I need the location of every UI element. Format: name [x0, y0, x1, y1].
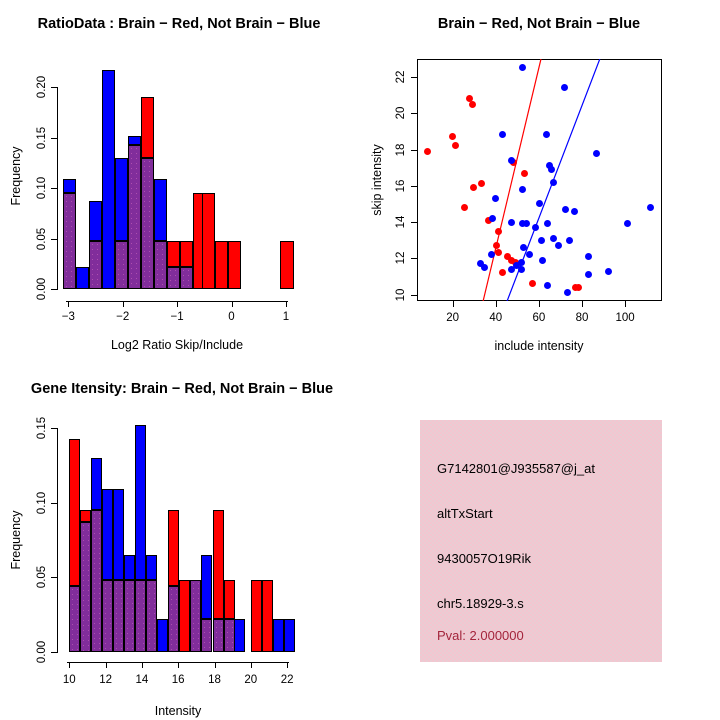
y-tick-label: 0.00 — [36, 277, 48, 301]
scatter-xlabel: include intensity — [494, 339, 584, 353]
hist-bar-segment-red — [167, 241, 180, 267]
hist-bar-segment-overlap — [224, 619, 235, 652]
y-axis-line — [57, 87, 58, 290]
hist-bar-segment-overlap — [113, 580, 124, 652]
scatter-point-not_brain — [562, 206, 569, 213]
hist-bar-segment-red — [69, 439, 80, 587]
x-tick-label: 100 — [615, 312, 635, 324]
hist-bar-segment-red — [141, 97, 154, 157]
hist-bar-segment-blue — [76, 267, 89, 289]
ratio-hist-title: RatioData : Brain − Red, Not Brain − Blue — [37, 16, 321, 32]
y-tick-mark — [51, 239, 57, 240]
x-tick-mark — [177, 301, 178, 307]
hist-bar-segment-red — [228, 241, 241, 289]
hist-bar-segment-blue — [124, 555, 135, 580]
y-tick-label: 0.10 — [36, 491, 48, 514]
hist-bar-segment-blue — [102, 489, 113, 580]
x-tick-mark — [453, 301, 454, 307]
x-tick-mark — [69, 662, 70, 668]
x-tick-mark — [68, 301, 69, 307]
scatter-point-not_brain — [526, 251, 533, 258]
y-tick-mark — [51, 503, 57, 504]
intensity-hist-ylabel: Frequency — [9, 510, 23, 570]
scatter-point-not_brain — [518, 266, 525, 273]
hist-bar-segment-blue — [63, 179, 76, 193]
scatter-point-not_brain — [561, 84, 568, 91]
x-tick-label: −1 — [170, 311, 184, 323]
hist-bar-segment-blue — [91, 458, 102, 510]
probe-id-text: G7142801@J935587@j_at — [437, 461, 595, 476]
scatter-point-not_brain — [519, 186, 526, 193]
scatter-point-brain — [424, 148, 431, 155]
y-tick-label: 0.05 — [36, 565, 48, 589]
x-tick-mark — [582, 301, 583, 307]
hist-bar-segment-blue — [102, 70, 115, 289]
y-tick-label: 20 — [395, 106, 407, 120]
x-tick-label: 40 — [489, 312, 503, 324]
x-tick-label: 12 — [99, 674, 112, 686]
y-tick-label: 0.20 — [36, 76, 48, 99]
hist-bar-segment-overlap — [213, 619, 224, 652]
scatter-point-not_brain — [508, 266, 515, 273]
hist-bar-segment-blue — [273, 619, 284, 652]
x-tick-label: 20 — [446, 312, 460, 324]
hist-bar-segment-red — [280, 241, 293, 289]
x-tick-mark — [123, 301, 124, 307]
y-tick-mark — [51, 188, 57, 189]
x-tick-mark — [251, 662, 252, 668]
hist-bar-segment-overlap — [190, 580, 201, 652]
ratio-hist-ylabel: Frequency — [9, 146, 23, 206]
hist-bar-segment-blue — [115, 158, 128, 241]
y-axis-line — [57, 428, 58, 653]
hist-bar-segment-red — [251, 580, 262, 652]
scatter-point-brain — [521, 170, 528, 177]
intensity-hist-title: Gene Itensity: Brain − Red, Not Brain − Blue — [30, 381, 334, 397]
scatter-point-brain — [469, 101, 476, 108]
scatter-point-brain — [493, 242, 500, 249]
scatter-point-brain — [461, 204, 468, 211]
event-type-text: altTxStart — [437, 506, 493, 521]
hist-bar-segment-overlap — [69, 586, 80, 652]
hist-bar-segment-overlap — [91, 510, 102, 652]
x-tick-mark — [287, 662, 288, 668]
hist-bar-segment-red — [202, 193, 215, 289]
y-tick-label: 22 — [395, 70, 407, 84]
hist-bar-segment-red — [80, 510, 91, 522]
hist-bar-segment-overlap — [141, 158, 154, 289]
y-tick-label: 0.15 — [36, 126, 48, 149]
hist-bar-segment-blue — [284, 619, 295, 652]
hist-bar-segment-red — [215, 241, 228, 289]
x-tick-mark — [142, 662, 143, 668]
hist-bar-segment-overlap — [168, 586, 179, 652]
hist-bar-segment-overlap — [102, 580, 113, 652]
scatter-ylabel: skip intensity — [370, 144, 384, 216]
intensity-hist-xlabel: Intensity — [154, 704, 202, 718]
hist-bar-segment-overlap — [201, 619, 212, 652]
hist-bar-segment-overlap — [167, 267, 180, 289]
hist-bar-segment-blue — [201, 555, 212, 619]
scatter-point-not_brain — [550, 179, 557, 186]
hist-bar-segment-overlap — [80, 522, 91, 652]
hist-bar-segment-overlap — [124, 580, 135, 652]
x-tick-mark — [539, 301, 540, 307]
hist-bar-segment-overlap — [154, 241, 167, 289]
hist-bar-segment-overlap — [115, 241, 128, 289]
y-tick-label: 10 — [395, 288, 407, 302]
scatter-point-not_brain — [593, 150, 600, 157]
x-tick-mark — [106, 662, 107, 668]
x-tick-label: 10 — [62, 674, 76, 686]
hist-bar-segment-overlap — [63, 193, 76, 289]
y-tick-label: 14 — [395, 215, 407, 229]
y-tick-mark — [51, 577, 57, 578]
hist-bar-segment-blue — [113, 489, 124, 580]
hist-bar-segment-overlap — [146, 580, 157, 652]
x-tick-mark — [496, 301, 497, 307]
hist-bar-segment-red — [168, 510, 179, 586]
y-tick-label: 0.00 — [36, 640, 48, 663]
gene-name-text: 9430057O19Rik — [437, 551, 531, 566]
locus-text: chr5.18929-3.s — [437, 596, 524, 611]
hist-bar-segment-overlap — [180, 267, 193, 289]
scatter-point-not_brain — [539, 257, 546, 264]
hist-bar-segment-blue — [157, 619, 168, 652]
scatter-point-not_brain — [605, 268, 612, 275]
x-tick-label: 16 — [171, 674, 185, 686]
scatter-point-brain — [495, 228, 502, 235]
y-tick-mark — [51, 652, 57, 653]
scatter-point-not_brain — [532, 224, 539, 231]
y-tick-label: 18 — [395, 143, 407, 156]
hist-bar-segment-red — [180, 241, 193, 267]
ratio-hist-xlabel: Log2 Ratio Skip/Include — [110, 338, 244, 352]
y-tick-label: 12 — [395, 251, 407, 265]
x-tick-mark — [232, 301, 233, 307]
y-tick-mark — [51, 87, 57, 88]
y-tick-mark — [51, 138, 57, 139]
y-tick-label: 0.05 — [36, 227, 48, 250]
x-tick-label: 22 — [280, 674, 294, 686]
x-tick-label: 0 — [228, 311, 235, 323]
scatter-fit-lines — [417, 59, 661, 302]
x-tick-label: −3 — [61, 311, 75, 323]
hist-bar-segment-red — [224, 580, 235, 619]
hist-bar-segment-blue — [128, 136, 141, 145]
x-tick-label: 1 — [282, 311, 290, 323]
y-tick-label: 16 — [395, 179, 407, 193]
hist-bar-segment-overlap — [128, 145, 141, 289]
hist-bar-segment-blue — [154, 179, 167, 240]
x-tick-mark — [215, 662, 216, 668]
hist-bar-segment-blue — [89, 201, 102, 240]
hist-bar-segment-overlap — [135, 580, 146, 652]
x-tick-label: 18 — [208, 674, 221, 686]
x-tick-label: 80 — [575, 312, 589, 324]
y-tick-label: 0.15 — [36, 416, 48, 440]
hist-bar-segment-red — [179, 580, 190, 652]
scatter-point-not_brain — [489, 215, 496, 222]
y-tick-mark — [51, 428, 57, 429]
info-panel — [420, 420, 662, 662]
hist-bar-segment-red — [262, 580, 273, 652]
x-tick-label: 60 — [532, 312, 546, 324]
hist-bar-segment-blue — [234, 619, 245, 652]
scatter-point-not_brain — [548, 166, 555, 173]
scatter-title: Brain − Red, Not Brain − Blue — [437, 16, 641, 32]
pval-text: Pval: 2.000000 — [437, 628, 524, 643]
x-tick-mark — [286, 301, 287, 307]
x-tick-mark — [625, 301, 626, 307]
hist-bar-segment-red — [213, 510, 224, 619]
x-tick-mark — [178, 662, 179, 668]
y-tick-label: 0.10 — [36, 176, 48, 200]
scatter-point-not_brain — [566, 237, 573, 244]
hist-bar-segment-overlap — [89, 241, 102, 289]
scatter-point-not_brain — [481, 264, 488, 271]
x-tick-label: 20 — [244, 674, 258, 686]
hist-bar-segment-blue — [146, 555, 157, 580]
x-tick-label: 14 — [135, 674, 149, 686]
y-tick-mark — [51, 289, 57, 290]
hist-bar-segment-blue — [135, 425, 146, 580]
x-tick-label: −2 — [116, 311, 130, 323]
